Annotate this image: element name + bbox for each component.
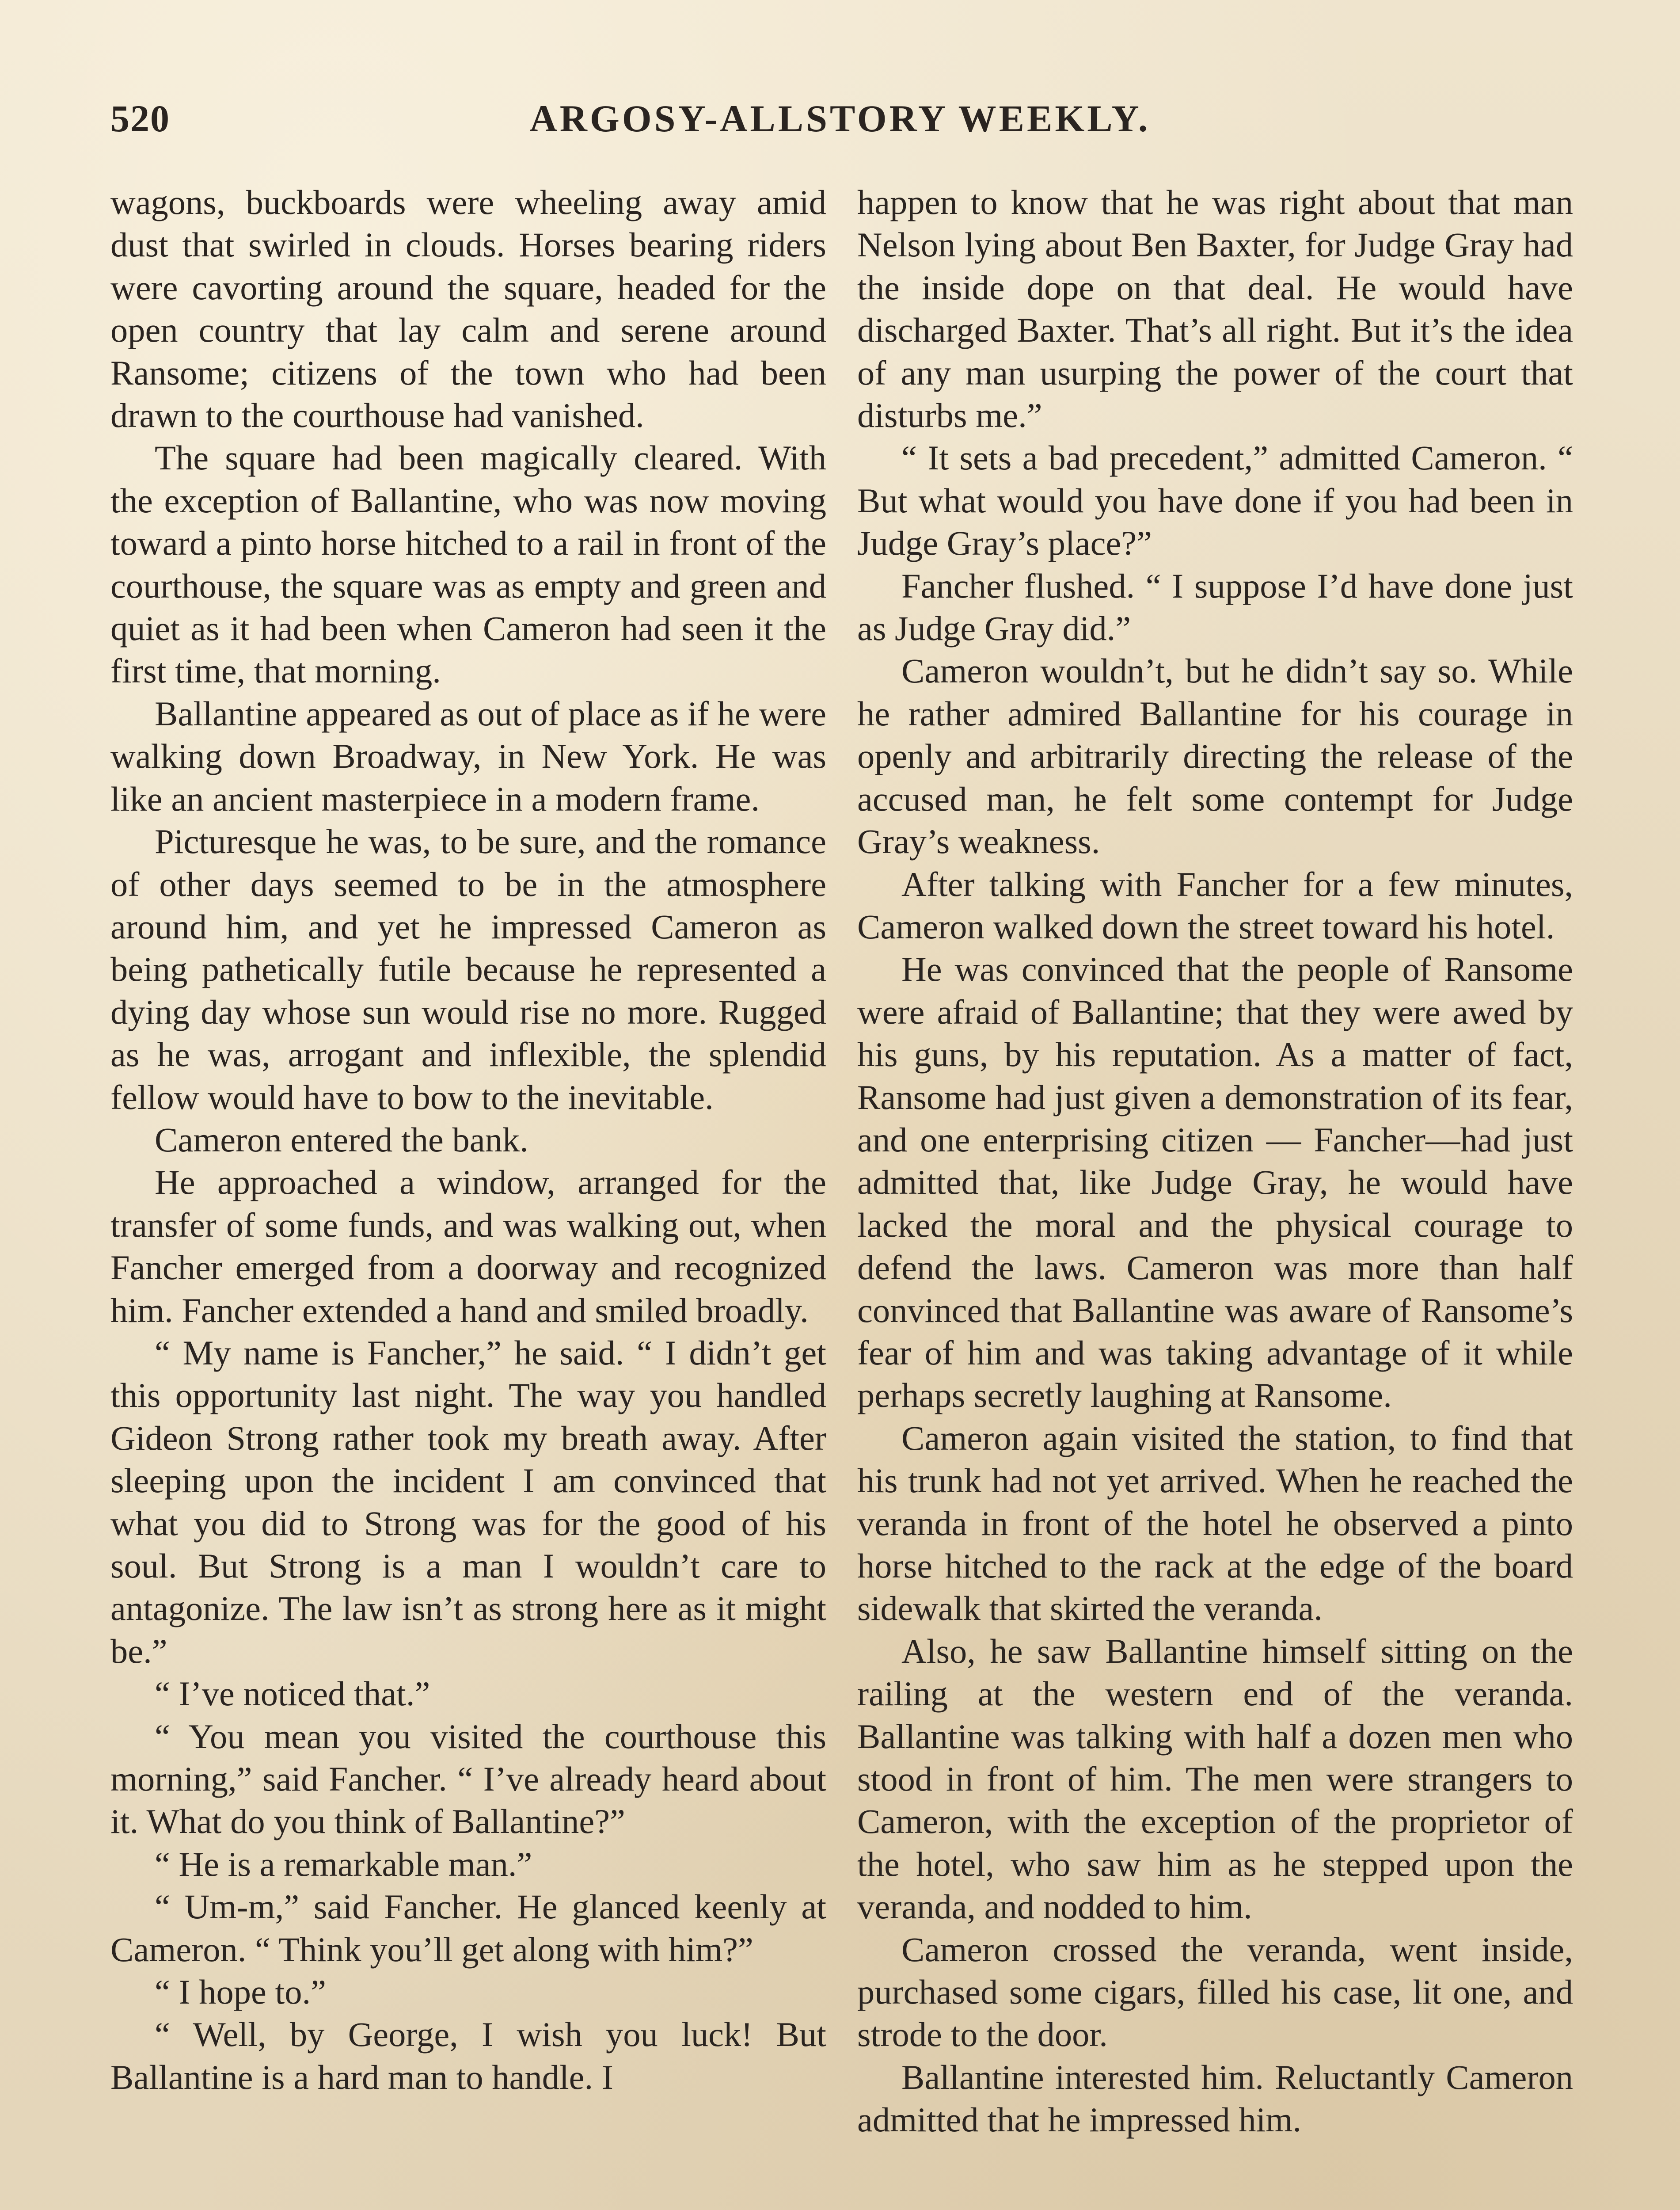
page-number: 520	[110, 97, 170, 140]
paragraph: “ Well, by George, I wish you luck! But Ballantine is a hard man to handle. I	[110, 2015, 826, 2096]
paragraph: Cameron crossed the veranda, went inside, purchased some cigars, filled his case, lit one, and strode to the door.	[857, 1930, 1573, 2054]
paragraph: Ballantine interested him. Reluctantly Cameron admitted that he impressed him.	[857, 2058, 1573, 2139]
paragraph: Cameron again visited the station, to find that his trunk had not yet arrived. When he reached the veranda in front of the hotel he observed a pinto horse hitched to the rack at the edge of the board sidewalk that skirted the veranda.	[857, 1418, 1573, 1628]
paragraph: Also, he saw Ballantine himself sitting on the railing at the western end of the veranda. Ballantine was talking with half a dozen men who stood in front of him. The men were strangers to Cameron, with the exception of the proprietor of the hotel, who saw him as he stepped upon the veranda, and nodded to him.	[857, 1631, 1573, 1926]
paragraph: “ I’ve noticed that.”	[155, 1674, 430, 1713]
paragraph: He approached a window, arranged for the transfer of some funds, and was walking out, when Fancher emerged from a doorway and recognized him. Fancher extended a hand and smiled broadly.	[110, 1163, 826, 1330]
paragraph: wagons, buckboards were wheeling away amid dust that swirled in clouds. Horses bearing riders were cavorting around the square, headed for the open country that lay calm and serene around Ransome; citizens of the town who had been drawn to the courthouse had vanished.	[110, 183, 826, 435]
paragraph: Fancher flushed. “ I suppose I’d have done just as Judge Gray did.”	[857, 566, 1573, 648]
paragraph: Cameron entered the bank.	[155, 1120, 528, 1159]
paragraph: The square had been magically cleared. With the exception of Ballantine, who was now moving toward a pinto horse hitched to a rail in front of the courthouse, the square was as empty and green and quiet as it had been when Cameron had seen it the first time, that morning.	[110, 438, 826, 690]
paragraph: Ballantine appeared as out of place as if he were walking down Broadway, in New York. He was like an ancient masterpiece in a modern frame.	[110, 694, 826, 818]
left-column	[110, 181, 826, 2099]
paragraph: happen to know that he was right about that man Nelson lying about Ben Baxter, for Judge Gray had the inside dope on that deal. He would have discharged Baxter. That’s all right. But it’s the idea of any man usurping the power of the court that disturbs me.”	[857, 183, 1573, 435]
paragraph: He was convinced that the people of Ransome were afraid of Ballantine; that they were awed by his guns, by his reputation. As a matter of fact, Ransome had just given a demonstration of its fear, and one enterprising citizen — Fancher—had just admitted that, like Judge Gray, he would have lacked the moral and the physical courage to defend the laws. Cameron was more than half convinced that Ballantine was aware of Ransome’s fear of him and was taking advantage of it while perhaps secretly laughing at Ransome.	[857, 950, 1573, 1415]
running-title: ARGOSY-ALLSTORY WEEKLY.	[529, 97, 1151, 140]
paragraph: “ My name is Fancher,” he said. “ I didn’t get this opportunity last night. The way you handled Gideon Strong rather took my breath away. After sleeping upon the incident I am convinced that what you did to Strong was for the good of his soul. But Strong is a man I wouldn’t care to antagonize. The law isn’t as strong here as it might be.”	[110, 1333, 826, 1670]
paragraph: “ It sets a bad precedent,” admitted Cameron. “ But what would you have done if you had been in Judge Gray’s place?”	[857, 438, 1573, 563]
paragraph: After talking with Fancher for a few minutes, Cameron walked down the street toward his hotel.	[857, 865, 1573, 946]
paragraph: “ Um-m,” said Fancher. He glanced keenly at Cameron. “ Think you’ll get along with him?”	[110, 1887, 826, 1969]
paragraph: Cameron wouldn’t, but he didn’t say so. While he rather admired Ballantine for his courage in openly and arbitrarily directing the release of the accused man, he felt some contempt for Judge Gray’s weakness.	[857, 652, 1573, 861]
paragraph: “ I hope to.”	[155, 1973, 326, 2012]
page-header	[110, 96, 1570, 149]
paragraph: “ You mean you visited the courthouse this morning,” said Fancher. “ I’ve already heard about it. What do you think of Ballantine?”	[110, 1717, 826, 1841]
paragraph: “ He is a remarkable man.”	[155, 1844, 532, 1883]
paragraph: Picturesque he was, to be sure, and the romance of other days seemed to be in the atmosphere around him, and yet he impressed Cameron as being pathetically futile because he represented a dying day whose sun would rise no more. Rugged as he was, arrogant and inflexible, the splendid fellow would have to bow to the inevitable.	[110, 822, 826, 1116]
right-column	[857, 181, 1573, 2141]
